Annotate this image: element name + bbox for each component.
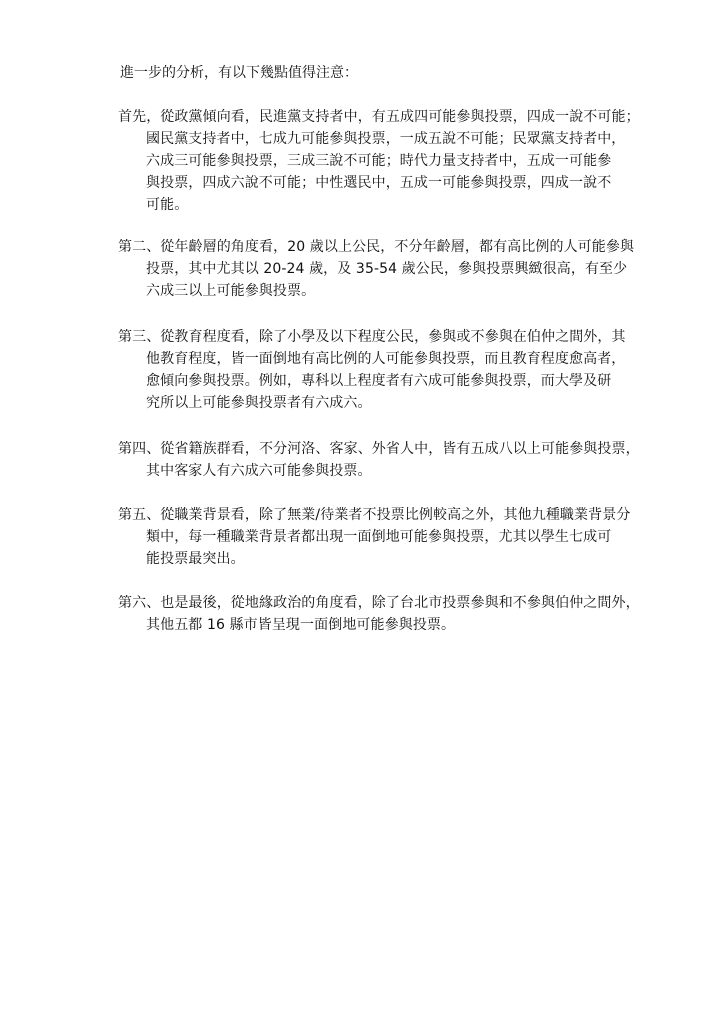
intro-text: 進一步的分析，有以下幾點值得注意：	[120, 65, 358, 81]
paragraph-line: 第三、從教育程度看，除了小學及以下程度公民，參與或不參與在伯仲之間外，其	[118, 329, 626, 345]
paragraph-line: 投票，其中尤其以 20-24 歲，及 35-54 歲公民，參與投票興緻很高，有至少	[146, 261, 628, 277]
paragraph-line: 類中，每一種職業背景者都出現一面倒地可能參與投票，尤其以學生七成可	[146, 529, 612, 545]
paragraph-line: 第五、從職業背景看，除了無業/待業者不投票比例較高之外，其他九種職業背景分	[118, 507, 631, 523]
paragraph-line: 六成三可能參與投票，三成三說不可能；時代力量支持者中，五成一可能參	[146, 153, 612, 169]
paragraph-line: 首先，從政黨傾向看，民進黨支持者中，有五成四可能參與投票，四成一說不可能；	[118, 109, 640, 125]
paragraph-line: 第六、也是最後，從地緣政治的角度看，除了台北市投票參與和不參與伯仲之間外，	[118, 595, 640, 611]
paragraph-line: 其中客家人有六成六可能參與投票。	[146, 463, 372, 479]
paragraph-line: 究所以上可能參與投票者有六成六。	[146, 395, 372, 411]
paragraph-line: 與投票，四成六說不可能；中性選民中，五成一可能參與投票，四成一說不	[146, 175, 612, 191]
paragraph-line: 可能。	[146, 197, 189, 213]
paragraph-line: 第二、從年齡層的角度看，20 歲以上公民，不分年齡層，都有高比例的人可能參與	[118, 239, 635, 255]
paragraph-line: 國民黨支持者中，七成九可能參與投票，一成五說不可能；民眾黨支持者中，	[146, 131, 626, 147]
paragraph-line: 第四、從省籍族群看，不分河洛、客家、外省人中，皆有五成八以上可能參與投票，	[118, 441, 640, 457]
paragraph-line: 六成三以上可能參與投票。	[146, 283, 316, 299]
paragraph-line: 愈傾向參與投票。例如，專科以上程度者有六成可能參與投票，而大學及研	[146, 373, 612, 389]
paragraph-line: 他教育程度，皆一面倒地有高比例的人可能參與投票，而且教育程度愈高者，	[146, 351, 626, 367]
paragraph-line: 能投票最突出。	[146, 551, 245, 567]
paragraph-line: 其他五都 16 縣市皆呈現一面倒地可能參與投票。	[146, 617, 456, 633]
